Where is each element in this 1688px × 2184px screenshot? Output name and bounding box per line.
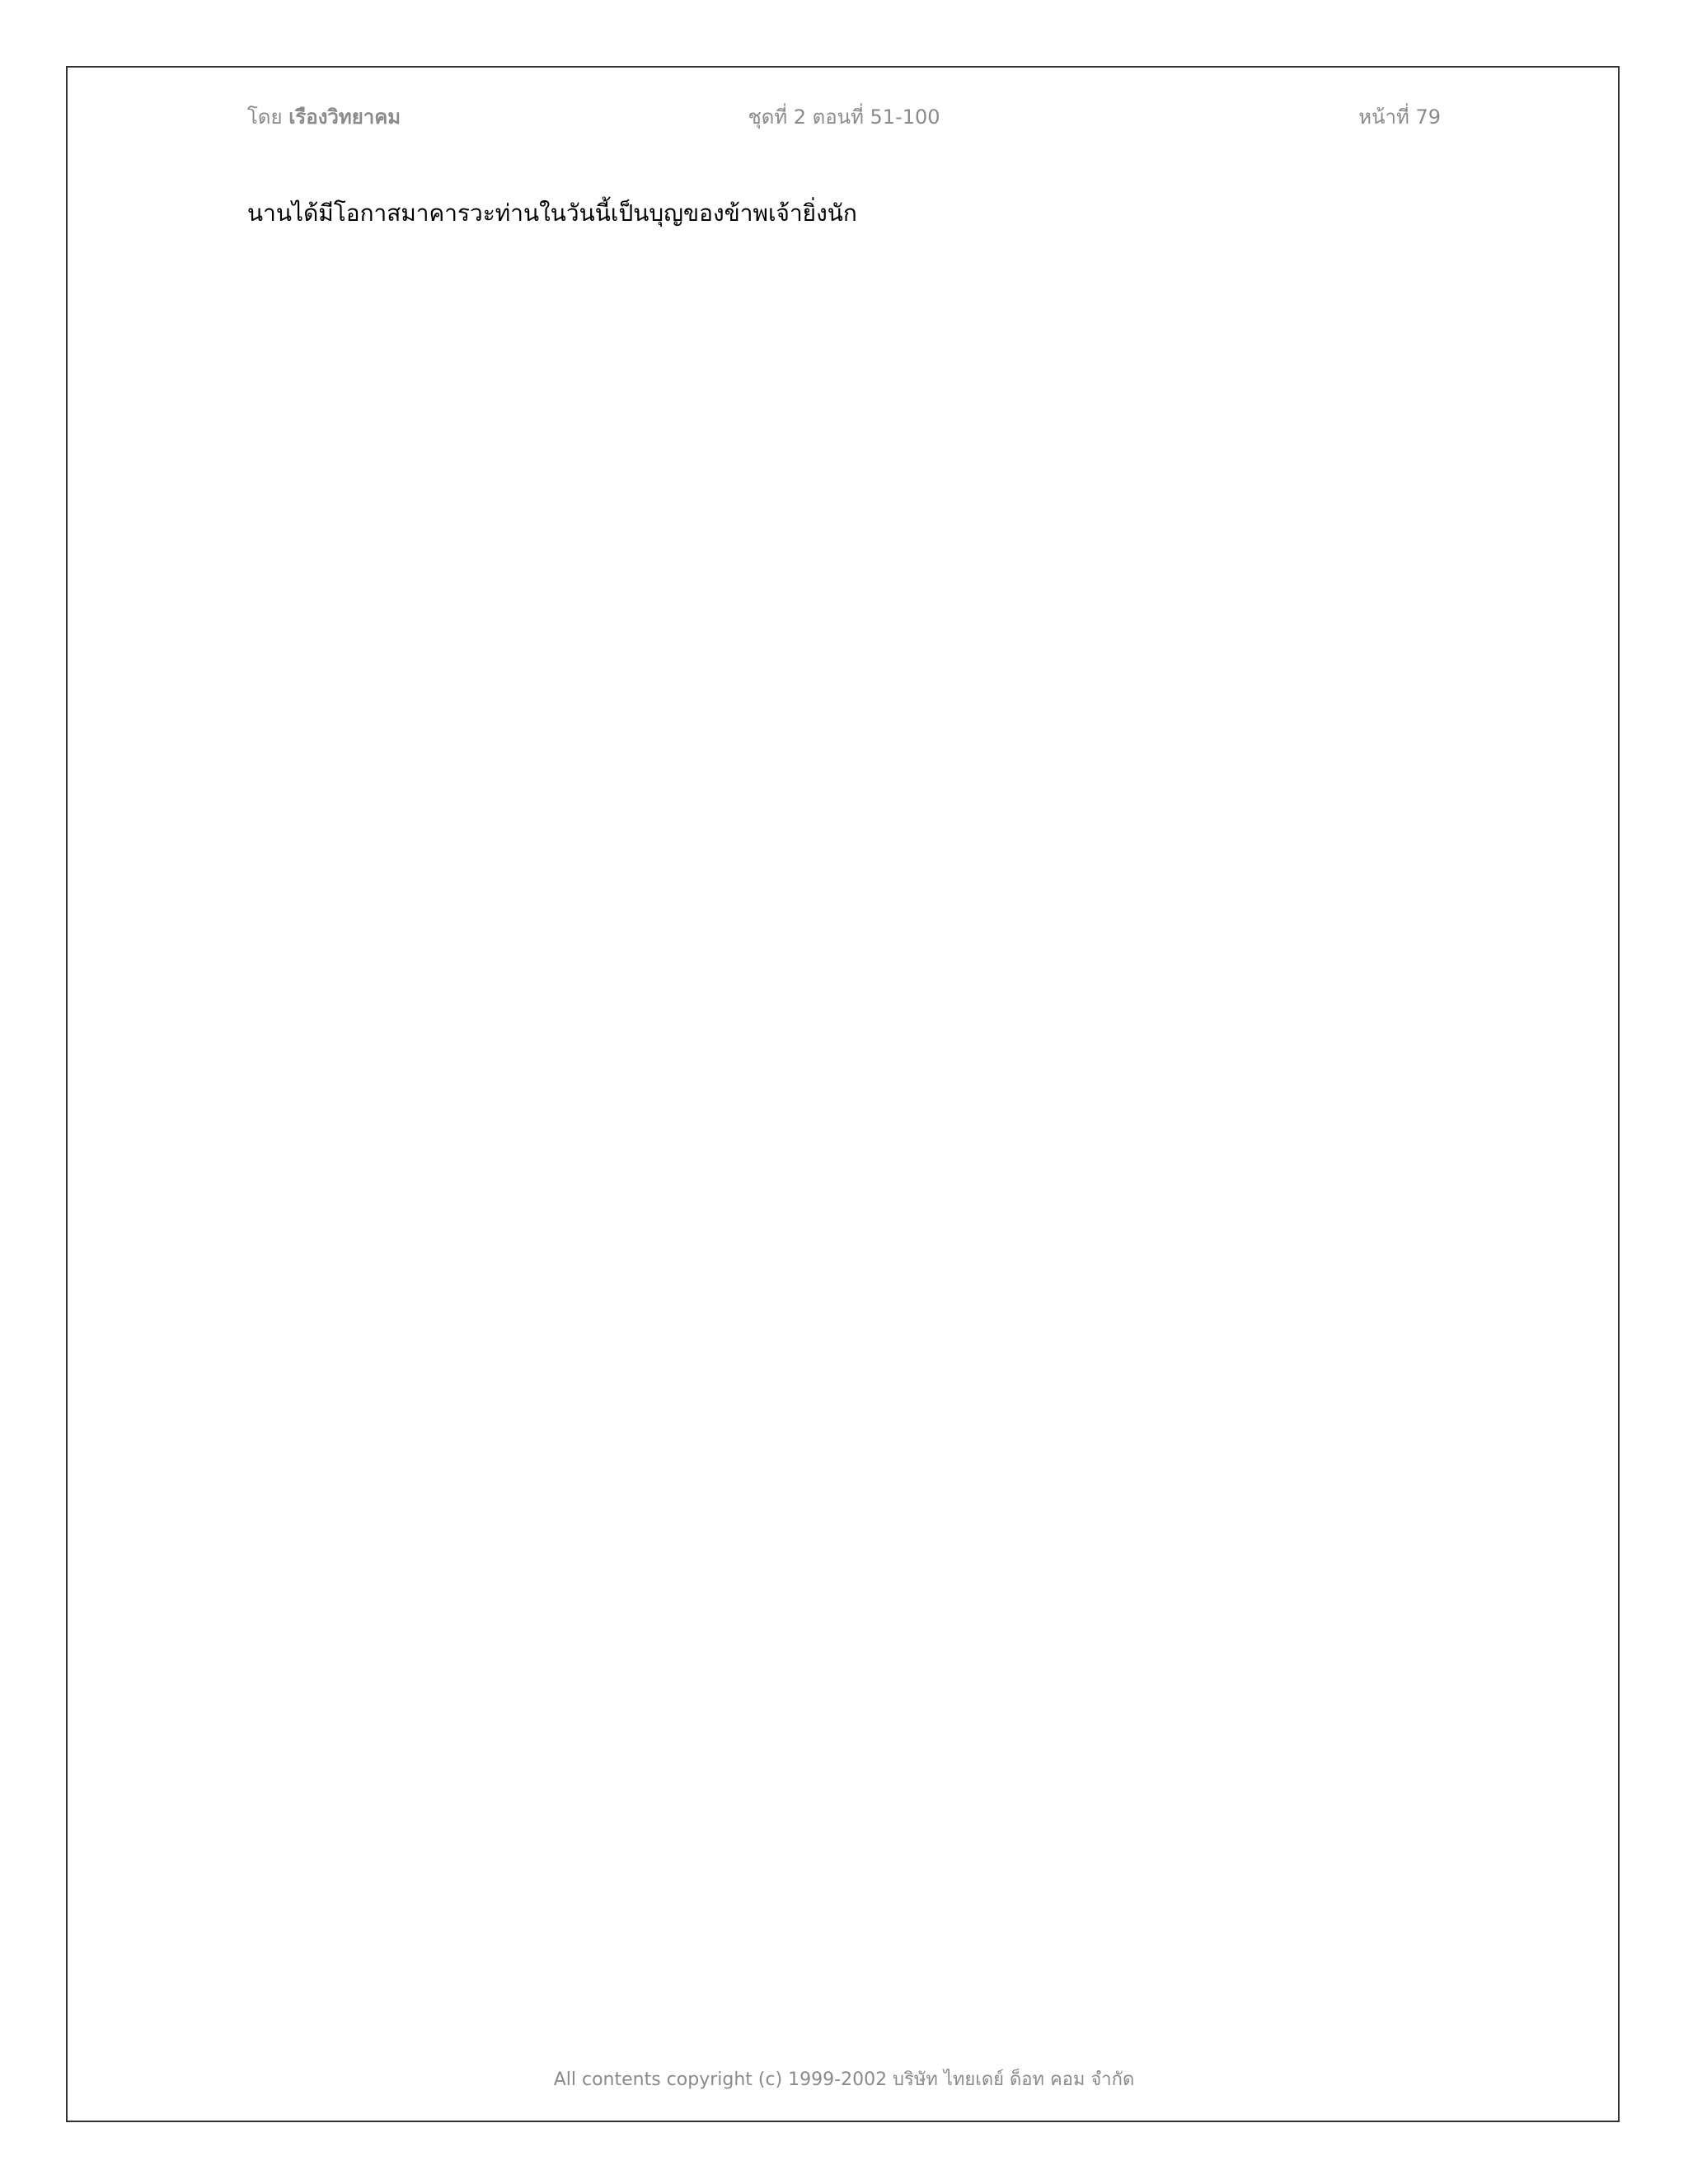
page-frame bbox=[66, 66, 1620, 2122]
copyright-footer: All contents copyright (c) 1999-2002 บริษัท ไทยเดย์ ด็อท คอม จำกัด bbox=[553, 2069, 1135, 2090]
page-number: หน้าที่ 79 bbox=[1358, 105, 1441, 129]
series-label: ชุดที่ 2 ตอนที่ 51-100 bbox=[748, 105, 940, 129]
paragraph: นานได้มีโอกาสมาคารวะท่านในวันนี้เป็นบุญของข้าพเจ้ายิ่งนัก bbox=[247, 199, 857, 227]
author-credit bbox=[247, 101, 401, 133]
article-body bbox=[247, 196, 1441, 264]
author-name: เรืองวิทยาคม bbox=[288, 105, 401, 129]
author-prefix: โดย bbox=[247, 105, 283, 129]
page-header bbox=[247, 101, 1441, 134]
